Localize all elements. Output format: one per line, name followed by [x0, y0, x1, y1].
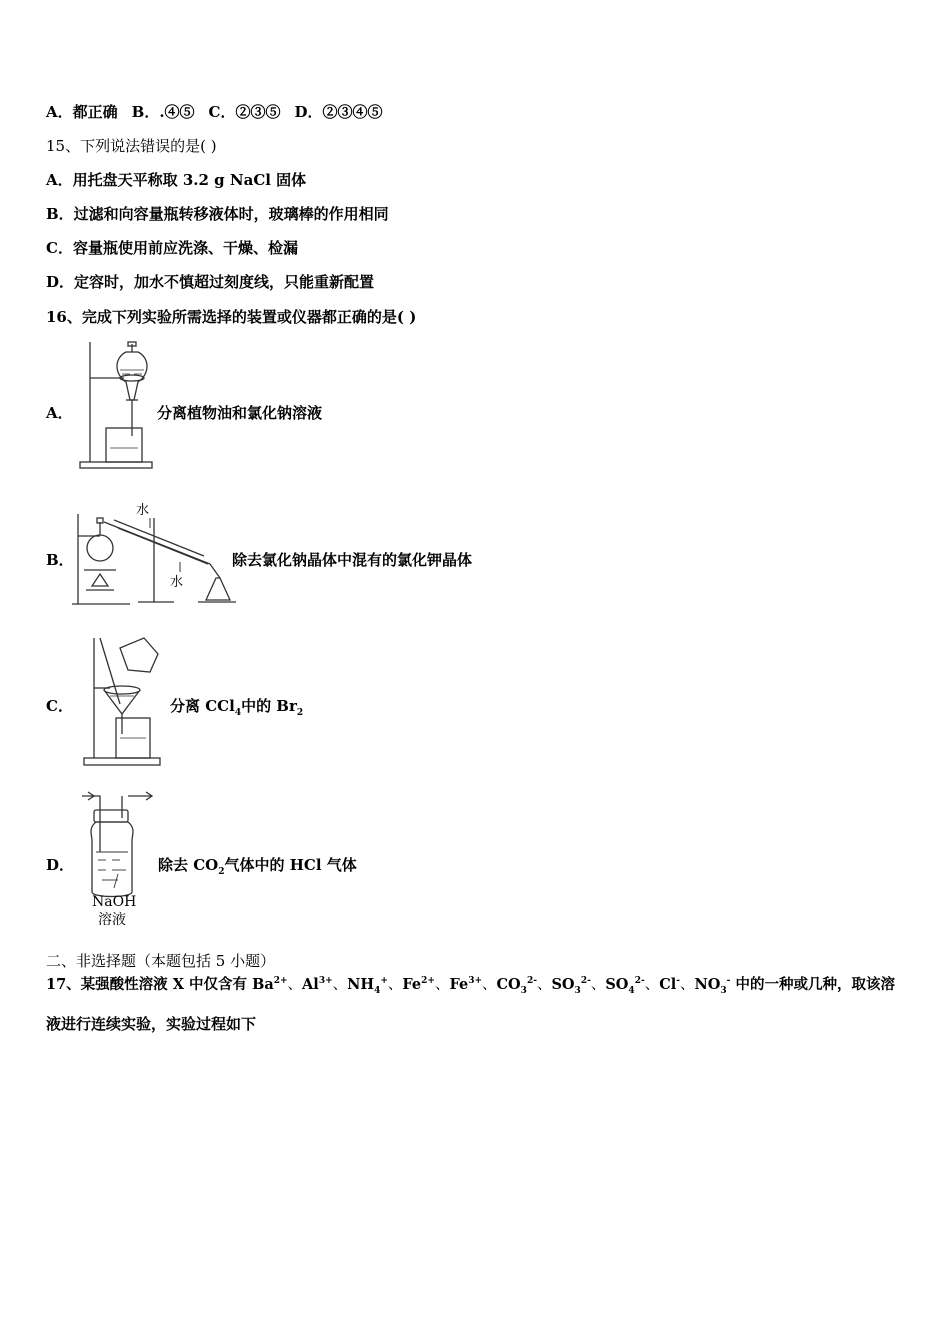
distillation-apparatus-figure — [70, 498, 238, 610]
separatory-funnel-figure — [74, 340, 158, 470]
q15-option-c: C．容量瓶使用前应洗涤、干燥、检漏 — [46, 239, 298, 257]
q16-option-a-label: A． — [46, 404, 73, 422]
ion-separator: 、 — [644, 977, 660, 993]
q17-line2: 液进行连续实验，实验过程如下 — [46, 1015, 257, 1033]
ion-separator: 、 — [590, 977, 606, 993]
ion-formula: $SO_4^{2-}$ — [605, 976, 645, 996]
gas-washing-bottle-figure — [78, 788, 158, 932]
q16-option-b-label: B． — [46, 551, 74, 569]
ion-formula: $Fe^{3+}$ — [449, 976, 482, 993]
q15-option-b: B．过滤和向容量瓶转移液体时，玻璃棒的作用相同 — [46, 205, 389, 223]
ion-separator: 、 — [287, 977, 303, 993]
q16-option-a-text: 分离植物油和氯化钠溶液 — [157, 404, 323, 422]
naoh-label: NaOH — [92, 894, 137, 910]
q15-option-d: D．定容时，加水不慎超过刻度线，只能重新配置 — [46, 273, 375, 291]
ion-separator: 、 — [680, 977, 695, 993]
q16-stem: 16、完成下列实验所需选择的装置或仪器都正确的是( ) — [46, 308, 417, 326]
q14-option-a: A．都正确 — [46, 103, 118, 121]
solution-label: 溶液 — [98, 912, 126, 928]
ion-separator: 、 — [332, 977, 348, 993]
q16-option-d-label: D． — [46, 856, 75, 874]
q14-option-d: D．②③④⑤ — [294, 103, 383, 121]
ion-formula: $NO_3^-$ — [694, 976, 731, 996]
filtration-apparatus-figure — [80, 634, 166, 768]
water-outlet-label: 水 — [170, 575, 184, 590]
ion-separator: 、 — [434, 977, 450, 993]
q14-option-c: C．②③⑤ — [208, 103, 281, 121]
section-2-title: 二、非选择题（本题包括 5 小题） — [46, 952, 276, 970]
q16-option-c-text: 分离 CCl$_4$中的 $Br_2$ — [170, 697, 304, 718]
ion-separator: 、 — [482, 977, 497, 993]
ion-formula: $CO_3^{2-}$ — [496, 976, 537, 996]
ion-separator: 、 — [387, 977, 403, 993]
ion-formula: $SO_3^{2-}$ — [551, 976, 591, 996]
water-inlet-label: 水 — [136, 503, 150, 518]
ion-formula: Cl- — [659, 976, 680, 993]
ion-separator: 、 — [536, 977, 552, 993]
q16-option-b-text: 除去氯化钠晶体中混有的氯化钾晶体 — [232, 551, 473, 569]
q15-stem: 15、下列说法错误的是( ) — [46, 137, 217, 155]
ion-formula: $Ba^{2+}$ — [252, 976, 288, 993]
q14-option-b: B．.④⑤ — [131, 103, 195, 121]
q15-option-a: A．用托盘天平称取 3.2 g NaCl 固体 — [46, 171, 307, 189]
ion-formula: $NH_4^+$ — [347, 976, 388, 996]
q14-options — [46, 102, 383, 122]
q16-option-c-label: C． — [46, 697, 73, 715]
q16-option-d-text: 除去 $CO_2$气体中的 HCl 气体 — [158, 856, 357, 877]
q17-line1: 17、某强酸性溶液 X 中仅含有 $Ba^{2+}$、$Al^{3+}$、$NH_4^+$、$Fe^{2+}$、$Fe^{3+}$、$CO_3^{2-}$、$SO_3^{2-}$、$SO_4^{2-}$、Cl-、$NO_3^-$ 中的一种或几种，取该溶 — [46, 976, 895, 996]
ion-formula: $Fe^{2+}$ — [402, 976, 435, 993]
ion-formula: $Al^{3+}$ — [302, 976, 333, 993]
